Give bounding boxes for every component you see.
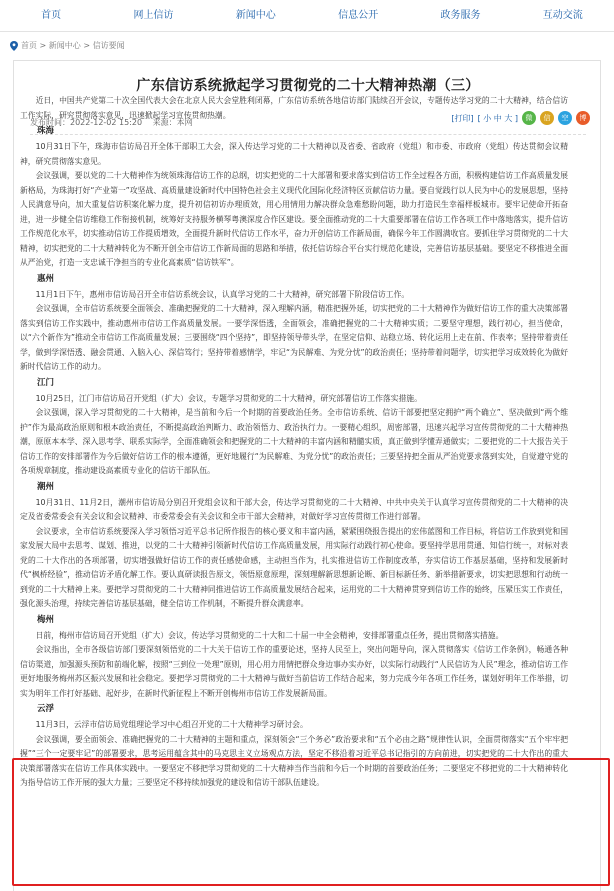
section-heading: 惠州 <box>37 273 55 284</box>
nav-item[interactable]: 新闻中心 <box>235 10 276 21</box>
breadcrumb-text[interactable]: 首页 > 新闻中心 > 信访要闻 <box>21 41 125 50</box>
share-weibo-icon[interactable]: 博 <box>576 111 590 125</box>
top-nav <box>0 0 614 32</box>
article-body <box>20 94 568 791</box>
paragraph: 会议强调，要全面领会、准确把握党的二十大精神的主题和重点，深刻领会“三个务必”政治要求和“五个必由之路”规律性认识，全面贯彻落实“五个牢牢把握”“三个一定要牢记”的部署要求，思考运用蕴含其中的马克思主义立场观点方法，坚定不移沿着习近平总书记指引的方向前进，切实把党的二十大作出的重大决策部署落实在信访工作具体实践中。一要坚定不移把学习贯彻党的二十大精神当作当前和今后一个时期的首要政治任务；二要坚定不移把党的二十大精神转化为指导信访工作开展的强大力量；三要坚定不移持续加强党的建设和信访干部队伍建设。 <box>20 734 568 787</box>
paragraph: 日前，梅州市信访局召开党组（扩大）会议，传达学习贯彻党的二十大和二十届一中全会精神，安排部署重点任务，提出贯彻落实措施。 <box>35 630 504 640</box>
font-size-selector[interactable]: [ 小 中 大 ] <box>477 113 518 123</box>
nav-item[interactable]: 政务服务 <box>440 10 481 21</box>
paragraph: 10月31日下午，珠海市信访局召开全体干部职工大会，深入传达学习党的二十大精神以及省委、省政府（党组）和市委、市政府（党组）传达贯彻会议精神，研究贯彻落实意见。 <box>20 142 568 166</box>
section-heading: 江门 <box>37 377 55 388</box>
share-wechat-icon[interactable]: 微 <box>522 111 536 125</box>
location-pin-icon <box>10 41 18 51</box>
paragraph: 10月31日、11月2日，潮州市信访局分别召开党组会议和干部大会，传达学习贯彻党的二十大精神、中共中央关于认真学习宣传贯彻党的二十大精神的决定及省委常委会有关会议和会议精神、市委常委会有关会议和全市干部大会精神，对做好学习宣传贯彻工作进行部署。 <box>20 497 568 521</box>
paragraph: 会议要求，全市信访系统要深入学习领悟习近平总书记所作报告的核心要义和丰富内涵，紧紧围绕报告提出的宏伟蓝图和工作目标，将信访工作放到党和国家发展大局中去思考、谋划、推进，以党的二十大精神引领新时代信访工作高质量发展，用实际行动践行初心使命。要坚持学思用贯通、知信行统一，对标对表党的二十大作出的各项部署，切实增强做好信访工作的责任感使命感，主动担当作为，扎实推进信访工作制度改革，夯实信访工作基层基础，坚持和发展新时代“枫桥经验”，推动信访矛盾化解工作。要认真研读报告原文，领悟原意原理，深刻理解新思想新论断、新目标新任务、新举措新要求，切实把思想和行动统一到党的二十大精神上来。要把学习贯彻党的二十大精神同推进信访工作高质量发展结合起来，运用党的二十大精神贯穿到信访工作的始终，压紧压实工作责任，强化源头治理，持续完善信访基层基础，健全信访工作机制，不断提升群众满意率。 <box>20 526 568 608</box>
section-heading: 珠海 <box>37 126 55 136</box>
share-friends-icon[interactable]: 信 <box>540 111 554 125</box>
paragraph: 11月1日下午，惠州市信访局召开全市信访系统会议，认真学习党的二十大精神，研究部署下阶段信访工作。 <box>35 289 410 299</box>
share-qzone-icon[interactable]: 空 <box>558 111 572 125</box>
breadcrumb <box>10 40 125 51</box>
nav-item[interactable]: 互动交流 <box>542 10 583 21</box>
paragraph: 会议强调，要以党的二十大精神作为统领珠海信访工作的总纲，切实把党的二十大部署和要求落实到信访工作全过程各方面，积极构建信访工作高质量发展新格局，为珠海打好“产业第一”攻坚战、高质量建设新时代中国特色社会主义现代化国际化经济特区贡献信访力量。要自觉践行以人民为中心的发展思想，坚持人民满意导向，加大重复信访积案化解力度，提升初信初访办理质效，用心用情用力解决群众急难愁盼问题，助力打造民生幸福样板城市。要牢记使命开拓奋进，进一步健全信访维稳工作衔接机制，统筹好支持服务横琴粤澳深度合作区建设。要全面推动党的二十大重要部署在信访工作各项工作中落地落实，提升信访工作规范化水平，切实推动信访工作提质增效，全面提升新时代信访工作水平，奋力开创信访工作新局面，确保今年工作圆满收官。要抓住学习贯彻党的二十大精神，切实把党的二十大精神转化为不断开创全市信访工作新局面的思路和举措，依托信访综合平台实行规范化建设，完善信访基层基础。要坚定不移推进全面从严治党，打造一支忠诚干净担当的专业化高素质“信访铁军”。 <box>20 171 568 267</box>
publish-time: 发布时间：2022-12-02 15:20 <box>30 118 143 127</box>
nav-item[interactable]: 信息公开 <box>338 10 379 21</box>
section-heading: 梅州 <box>37 614 55 625</box>
paragraph: 11月3日，云浮市信访局党组理论学习中心组召开党的二十大精神学习研讨会。 <box>35 720 308 729</box>
paragraph: 会议指出，全市各级信访部门要深刻领悟党的二十大关于信访工作的重要论述，坚持人民至上，突出问题导向，深入贯彻落实《信访工作条例》，畅通各种信访渠道，加强源头预防和前端化解，按照“三到位一处理”原则，用心用力用情把群众身边事办实办好，以实际行动践行“人民信访为人民”理念，推动信访工作更好地服务梅州苏区振兴发展和社会稳定。要把学习贯彻党的二十大精神与做好当前信访工作结合起来，努力完成今年各项工作任务，谋划好明年工作举措，切实为明年工作打好基础、起好步，在新时代新征程上不断开创梅州市信访工作发展新局面。 <box>20 645 568 698</box>
nav-item[interactable]: 网上信访 <box>133 10 174 21</box>
paragraph: 近日，中国共产党第二十次全国代表大会在北京人民大会堂胜利闭幕，广东信访系统各地信访部门陆续召开会议，专题传达学习党的二十大精神，结合信访工作实际，研究贯彻落实意见，迅速掀起学习宣传贯彻热潮。 <box>20 96 568 120</box>
nav-item[interactable]: 首页 <box>41 10 62 21</box>
paragraph: 10月25日，江门市信访局召开党组（扩大）会议，专题学习贯彻党的二十大精神，研究部署信访工作落实措施。 <box>35 393 422 403</box>
print-button[interactable]: [打印] <box>451 113 474 123</box>
paragraph: 会议强调，深入学习贯彻党的二十大精神，是当前和今后一个时期的首要政治任务。全市信访系统、信访干部要把坚定拥护“两个确立”、坚决做到“两个维护”作为最高政治原则和根本政治责任，不断提高政治判断力、政治领悟力、政治执行力。一要精心组织，周密部署，迅速兴起学习宣传贯彻党的二十大精神热潮，原原本本学、深入思考学、联系实际学，全面准确领会和把握党的二十大精神的丰富内涵和精髓实质，真正做到学懂弄通做实；二要把党的二十大报告关于信访工作的安排部署作为今后做好信访工作的根本遵循，更好地履行“为民解难、为党分忧”的政治责任；三要坚持把全面从严治党要求落到实处，自觉遵守党的各项规章制度，推动建设高素质专业化的信访干部队伍。 <box>20 408 568 475</box>
section-heading: 云浮 <box>37 704 55 714</box>
page-title: 广东信访系统掀起学习贯彻党的二十大精神热潮（三） <box>136 78 480 94</box>
paragraph: 会议强调，全市信访系统要全面领会、准确把握党的二十大精神，深入理解内涵，精准把握外延，切实把党的二十大精神作为做好信访工作的重大决策部署落实到信访工作实践中，推动惠州市信访工作高质量发展。一要学深悟透，全面领会，准确把握党的二十大精神实质；二要坚守理想，践行初心，担当使命，以“六个新作为”推动全市信访工作高质量发展；三要围绕“四个坚持”，即坚持领导带头学，在坚定信仰、站稳立场、转化运用上走在前、作表率；坚持带着责任学，做到学深悟透、融会贯通、入脑入心、深信笃行；坚持带着感情学，牢记“为民解难、为党分忧”的政治责任；坚持带着问题学，切实把学习成效转化为做好新时代信访工作的动力。 <box>20 304 568 371</box>
section-heading: 潮州 <box>37 481 55 492</box>
article-source: 来源：本网 <box>152 118 193 127</box>
